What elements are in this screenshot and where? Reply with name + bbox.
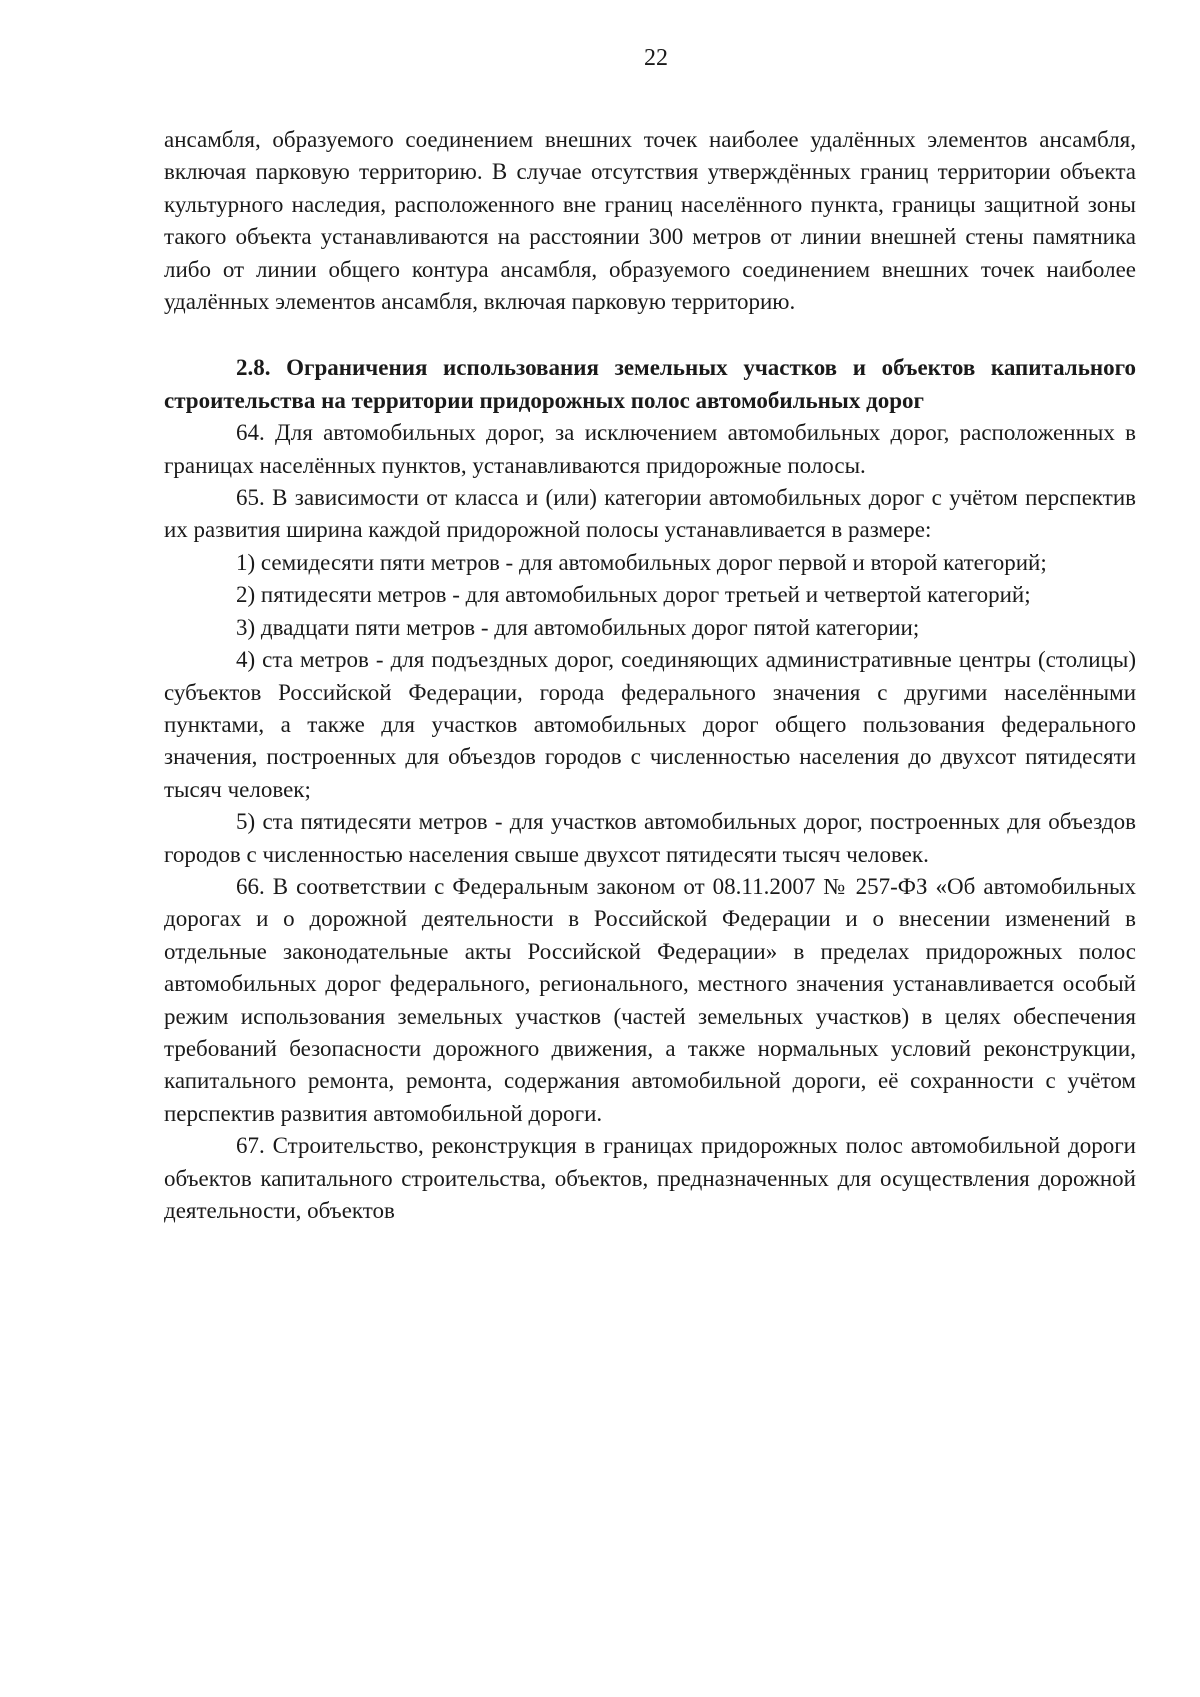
paragraph-67: 67. Строительство, реконструкция в границах придорожных полос автомобильной дороги объектов капитального строительства, объектов, предназначенных для осуществления дорожной деятельности, объектов <box>164 1133 1136 1223</box>
intro-paragraph: ансамбля, образуемого соединением внешних точек наиболее удалённых элементов ансамбля, включая парковую территорию. В случае отсутствия утверждённых границ территории объекта культурного наследия, расположенного вне границ населённого пункта, границы защитной зоны такого объекта устанавливаются на расстоянии 300 метров от линии внешней стены памятника либо от линии общего контура ансамбля, образуемого соединением внешних точек наиболее удалённых элементов ансамбля, включая парковую территорию. <box>164 127 1136 315</box>
paragraph-66: 66. В соответствии с Федеральным законом от 08.11.2007 № 257-ФЗ «Об автомобильных дорогах и о дорожной деятельности в Российской Федерации и о внесении изменений в отдельные законодательные акты Российской Федерации» в пределах придорожных полос автомобильных дорог федерального, регионального, местного значения устанавливается особый режим использования земельных участков (частей земельных участков) в целях обеспечения требований безопасности дорожного движения, а также нормальных условий реконструкции, капитального ремонта, ремонта, содержания автомобильной дороги, её сохранности с учётом перспектив развития автомобильной дороги. <box>164 873 1136 1126</box>
list-item-1: 1) семидесяти пяти метров - для автомобильных дорог первой и второй категорий; <box>236 549 1047 575</box>
document-page <box>164 44 1136 1227</box>
paragraph-64: 64. Для автомобильных дорог, за исключением автомобильных дорог, расположенных в границах населённых пунктов, устанавливаются придорожные полосы. <box>164 420 1136 478</box>
list-item-3: 3) двадцати пяти метров - для автомобильных дорог пятой категории; <box>236 614 920 640</box>
list-item-2: 2) пятидесяти метров - для автомобильных дорог третьей и четвертой категорий; <box>236 582 1031 608</box>
page-number: 22 <box>644 45 668 71</box>
paragraph-65: 65. В зависимости от класса и (или) категории автомобильных дорог с учётом перспектив их развития ширина каждой придорожной полосы устанавливается в размере: <box>164 485 1136 543</box>
list-item-4: 4) ста метров - для подъездных дорог, соединяющих административные центры (столицы) субъектов Российской Федерации, города федерального значения с другими населёнными пунктами, а также для участков автомобильных дорог общего пользования федерального значения, построенных для объездов городов с численностью населения до двухсот пятидесяти тысяч человек; <box>164 647 1136 802</box>
section-heading: 2.8. Ограничения использования земельных участков и объектов капитального строительства на территории придорожных полос автомобильных дорог <box>164 355 1136 413</box>
list-item-5: 5) ста пятидесяти метров - для участков автомобильных дорог, построенных для объездов городов с численностью населения свыше двухсот пятидесяти тысяч человек. <box>164 809 1136 867</box>
